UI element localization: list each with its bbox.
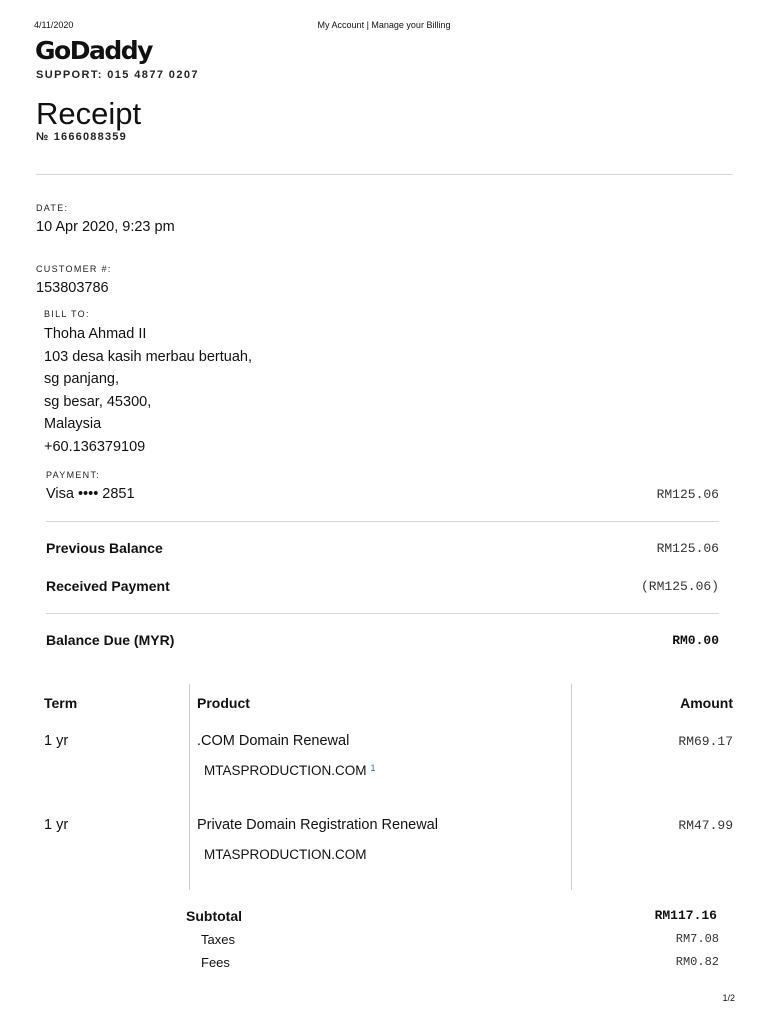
line-item-term: 1 yr xyxy=(44,733,69,749)
footnote-marker: 1 xyxy=(370,763,376,773)
bill-to-address xyxy=(44,323,252,458)
term-header: Term xyxy=(44,695,78,711)
received-payment-value: (RM125.06) xyxy=(640,579,719,594)
print-page-title: My Account | Manage your Billing xyxy=(317,20,451,30)
product-header: Product xyxy=(197,695,250,711)
date-value: 10 Apr 2020, 9:23 pm xyxy=(36,219,175,235)
fees-label: Fees xyxy=(201,955,230,970)
divider xyxy=(36,174,733,175)
payment-label: PAYMENT: xyxy=(46,470,101,480)
subtotal-label: Subtotal xyxy=(186,908,242,924)
subtotal-value: RM117.16 xyxy=(654,908,717,923)
support-phone: SUPPORT: 015 4877 0207 xyxy=(36,69,199,81)
amount-header: Amount xyxy=(680,695,733,711)
taxes-value: RM7.08 xyxy=(675,932,719,946)
line-item-domain xyxy=(204,763,376,778)
bill-to-line: 103 desa kasih merbau bertuah, xyxy=(44,348,252,365)
payment-method: Visa •••• 2851 xyxy=(46,486,135,502)
line-item-domain-name: MTASPRODUCTION.COM xyxy=(204,763,367,778)
line-item-amount: RM69.17 xyxy=(678,734,733,749)
bill-to-line: sg besar, 45300, xyxy=(44,393,152,410)
godaddy-logo: GoDaddy xyxy=(35,36,152,65)
fees-value: RM0.82 xyxy=(675,955,719,969)
line-item-amount: RM47.99 xyxy=(678,818,733,833)
receipt-number: № 1666088359 xyxy=(36,131,127,143)
bill-to-line: sg panjang, xyxy=(44,371,119,387)
receipt-title: Receipt xyxy=(36,96,142,131)
taxes-label: Taxes xyxy=(201,932,235,947)
customer-value: 153803786 xyxy=(36,280,109,296)
previous-balance-value: RM125.06 xyxy=(656,541,719,556)
received-payment-label: Received Payment xyxy=(46,578,170,594)
bill-to-line: Thoha Ahmad II xyxy=(44,326,147,342)
print-date: 4/11/2020 xyxy=(34,20,74,30)
bill-to-line: +60.136379109 xyxy=(44,438,146,455)
page-number: 1/2 xyxy=(722,993,735,1003)
bill-to-line: Malaysia xyxy=(44,416,102,432)
line-item-term: 1 yr xyxy=(44,817,69,833)
balance-due-value: RM0.00 xyxy=(672,633,719,648)
line-item-product: .COM Domain Renewal xyxy=(197,733,350,749)
date-label: DATE: xyxy=(36,203,69,213)
bill-to-label: BILL TO: xyxy=(44,309,90,319)
column-divider xyxy=(571,684,572,890)
customer-label: CUSTOMER #: xyxy=(36,264,112,274)
previous-balance-label: Previous Balance xyxy=(46,540,163,556)
line-item-product: Private Domain Registration Renewal xyxy=(197,817,438,833)
line-item-domain: MTASPRODUCTION.COM xyxy=(204,847,367,862)
divider xyxy=(46,613,719,614)
divider xyxy=(46,521,719,522)
column-divider xyxy=(189,684,190,890)
balance-due-label: Balance Due (MYR) xyxy=(46,632,175,648)
payment-amount: RM125.06 xyxy=(656,487,719,502)
